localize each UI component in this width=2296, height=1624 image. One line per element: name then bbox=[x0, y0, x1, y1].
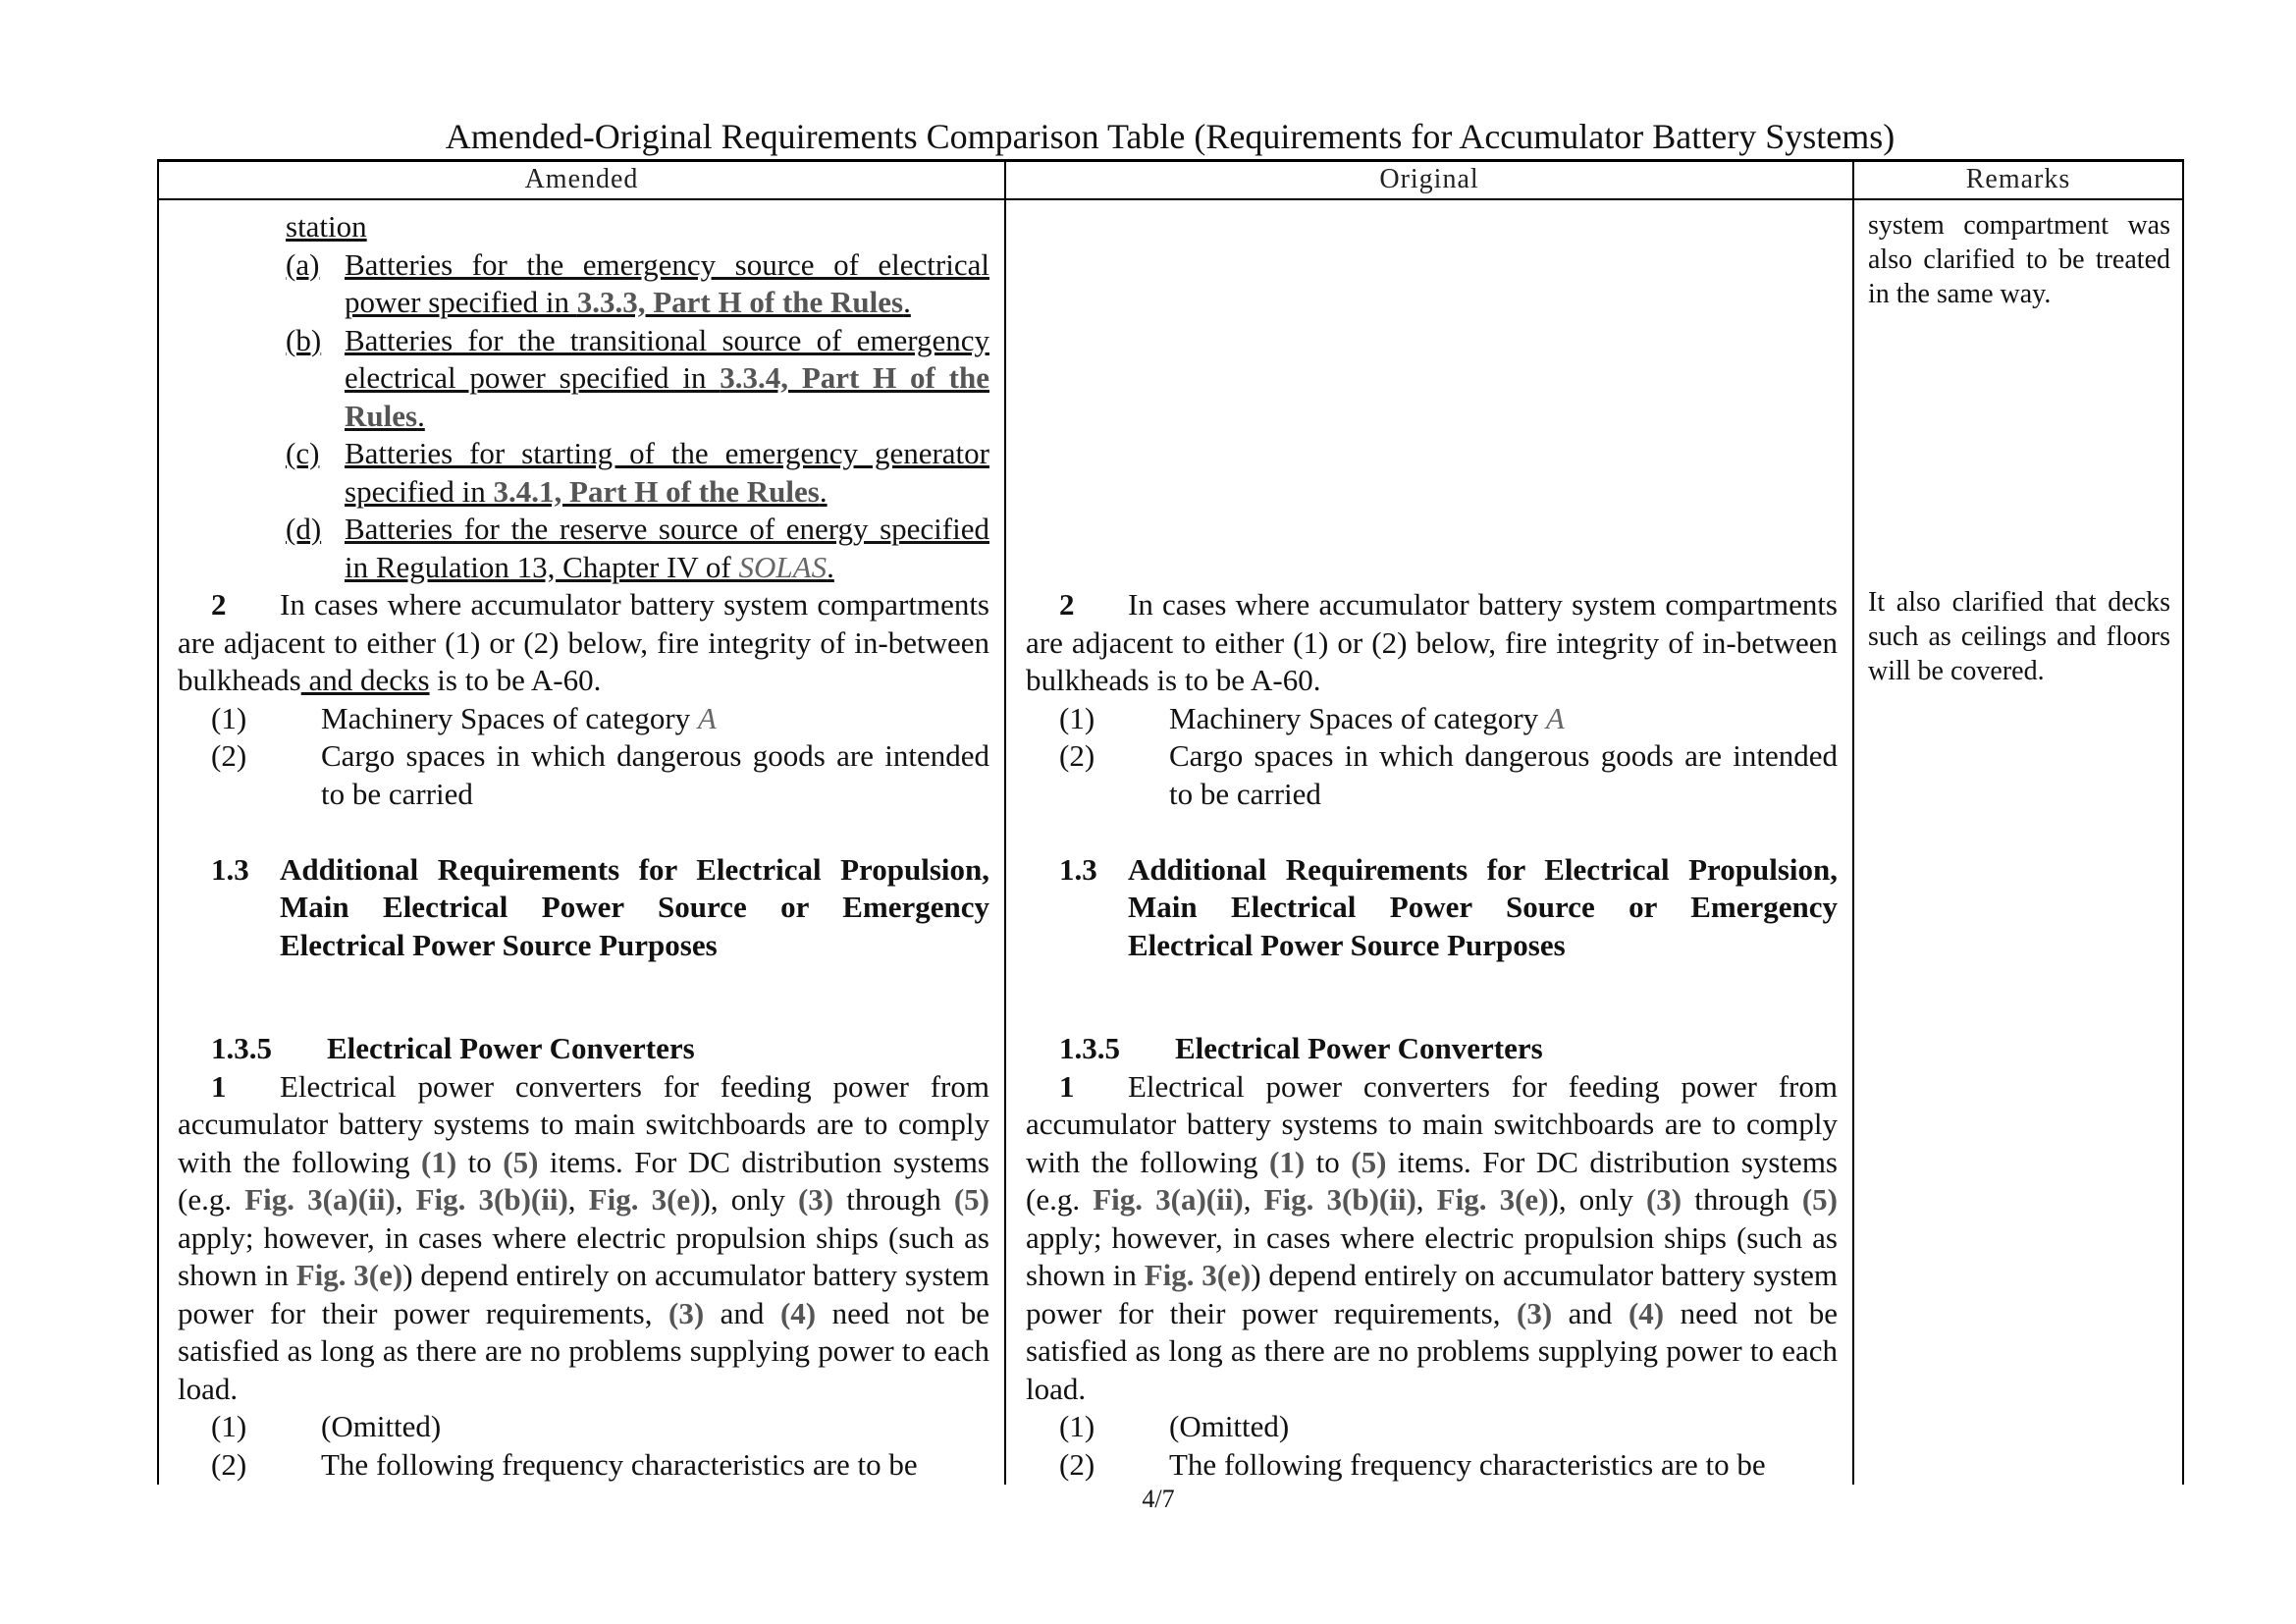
paragraph-1: 1 Electrical power converters for feeding power from accumulator battery systems to main switchboards are to comply with the following (1) to (5) items. For DC distribution systems (e.g. Fig. 3(a)(ii), Fig. 3(b)(ii), Fig. 3(e)), only (3) through (5) apply; however, in cases where electric propulsion ships (such as shown in Fig. 3(e)) depend entirely on accumulator battery system power for their power requirements, (3) and (4) need not be satisfied as long as there are no problems supplying power to each load. bbox=[178, 1068, 990, 1406]
remark-2: It also clarified that decks such as ceilings and floors will be covered. bbox=[1868, 587, 2170, 686]
list-item-2: (2) Cargo spaces in which dangerous goods are intended to be carried bbox=[1059, 738, 1838, 811]
paragraph-2: 2 In cases where accumulator battery system compartments are adjacent to either (1) or (2) below, fire integrity of in-between bulkheads is to be A-60. bbox=[1026, 587, 1838, 697]
original-column bbox=[1026, 586, 1838, 1484]
column-divider-2 bbox=[1852, 159, 1854, 1485]
table-left-border bbox=[157, 159, 159, 1485]
paragraph-2: 2 In cases where accumulator battery system compartments are adjacent to either (1) or (2) below, fire integrity of in-between bulkheads and decks is to be A-60. bbox=[178, 587, 989, 697]
list-item-b: (b) Batteries for the transitional source of emergency electrical power specified in 3.3.4, Part H of the Rules. bbox=[286, 322, 990, 433]
list-item-omitted: (1) (Omitted) bbox=[211, 1409, 442, 1443]
column-divider-1 bbox=[1004, 159, 1006, 1485]
page-title: Amended-Original Requirements Comparison Table (Requirements for Accumulator Battery Systems) bbox=[445, 117, 1896, 156]
list-item-2: (2) Cargo spaces in which dangerous goods are intended to be carried bbox=[211, 738, 989, 811]
list-item-c: (c) Batteries for starting of the emergency generator specified in 3.4.1, Part H of the Rules. bbox=[286, 436, 989, 509]
list-item-1: (1) Machinery Spaces of category A bbox=[1059, 700, 1565, 735]
section-heading-1-3-5: 1.3.5 Electrical Power Converters bbox=[211, 1031, 695, 1065]
section-heading-1-3-5: 1.3.5 Electrical Power Converters bbox=[1059, 1031, 1543, 1065]
list-item-omitted: (1) (Omitted) bbox=[1059, 1409, 1290, 1443]
list-item-d: (d) Batteries for the reserve source of energy specified in Regulation 13, Chapter IV of SOLAS. bbox=[286, 512, 989, 584]
list-item-1: (1) Machinery Spaces of category A bbox=[211, 700, 717, 735]
section-heading-1-3: 1.3 Additional Requirements for Electrical Propulsion, Main Electrical Power Source or Emergency Electrical Power Source Purposes bbox=[1059, 851, 1838, 962]
header-remarks: Remarks bbox=[1965, 164, 2071, 194]
header-original: Original bbox=[1379, 164, 1479, 194]
header-amended: Amended bbox=[524, 164, 639, 194]
list-item-frequency: (2) The following frequency characteristics are to be bbox=[211, 1446, 918, 1482]
list-item-frequency: (2) The following frequency characteristics are to be bbox=[1059, 1446, 1766, 1482]
header-divider bbox=[157, 198, 2184, 200]
section-heading-1-3: 1.3 Additional Requirements for Electrical Propulsion, Main Electrical Power Source or Emergency Electrical Power Source Purposes bbox=[211, 851, 989, 962]
amended-column bbox=[178, 208, 989, 1484]
station-text: station bbox=[286, 209, 367, 244]
page-number: 4/7 bbox=[1142, 1485, 1175, 1513]
table-right-border bbox=[2182, 159, 2184, 1485]
list-item-a: (a) Batteries for the emergency source of electrical power specified in 3.3.3, Part H of the Rules. bbox=[286, 246, 989, 319]
remark-1: system compartment was also clarified to be treated in the same way. bbox=[1868, 210, 2170, 309]
paragraph-1: 1 Electrical power converters for feeding power from accumulator battery systems to main switchboards are to comply with the following (1) to (5) items. For DC distribution systems (e.g. Fig. 3(a)(ii), Fig. 3(b)(ii), Fig. 3(e)), only (3) through (5) apply; however, in cases where electric propulsion ships (such as shown in Fig. 3(e)) depend entirely on accumulator battery system power for their power requirements, (3) and (4) need not be satisfied as long as there are no problems supplying power to each load. bbox=[1026, 1068, 1839, 1406]
